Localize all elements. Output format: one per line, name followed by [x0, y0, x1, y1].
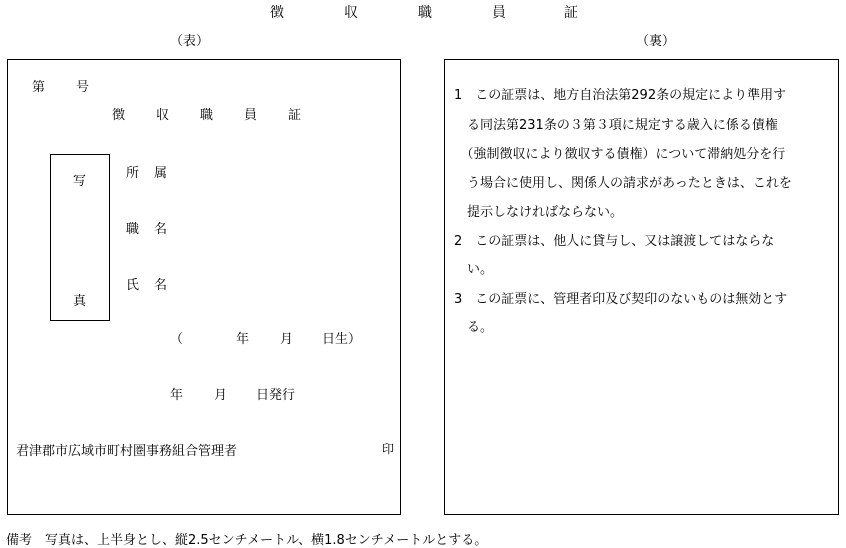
card-title-char: 徴: [112, 108, 126, 123]
footnote: 備考 写真は、上半身とし、縦2.5センチメートル、横1.8センチメートルとする。: [6, 533, 488, 548]
back-text-line: う場合に使用し、関係人の請求があったときは、これを: [454, 176, 792, 191]
card-title-char: 証: [288, 108, 302, 123]
issue-month-label: 月: [214, 388, 228, 403]
card-title-char: 職: [200, 108, 214, 123]
name-char: 氏: [126, 278, 140, 293]
issue-day-label: 日発行: [256, 388, 296, 403]
back-text-line: る。: [454, 320, 494, 335]
back-text-line: る同法第231条の３第３項に規定する歳入に係る債権: [454, 118, 778, 133]
name-char: 名: [154, 278, 168, 293]
title-char: 収: [344, 5, 358, 21]
back-text-line: 3 この証票に、管理者印及び契印のないものは無効とす: [454, 292, 788, 307]
position-char: 名: [154, 222, 168, 237]
seal-mark: 印: [382, 442, 395, 456]
title-char: 徴: [270, 5, 284, 21]
title-char: 職: [418, 5, 432, 21]
title-char: 員: [492, 5, 506, 21]
number-prefix: 第: [32, 80, 46, 95]
card-title-char: 収: [156, 108, 170, 123]
photo-label-bottom: 真: [73, 294, 87, 309]
title-char: 証: [564, 5, 578, 21]
back-text-line: 2 この証票は、他人に貸与し、又は譲渡してはならな: [454, 234, 775, 249]
birth-month-label: 月: [280, 332, 294, 347]
birth-year-label: 年: [236, 332, 250, 347]
back-text-line: （強制徴収により徴収する債権）について滞納処分を行: [454, 147, 786, 162]
position-char: 職: [126, 222, 140, 237]
number-suffix: 号: [76, 80, 90, 95]
front-label: （表）: [170, 34, 210, 49]
birth-open-paren: （: [170, 332, 184, 347]
back-label: （裏）: [636, 34, 676, 49]
card-title-char: 員: [244, 108, 258, 123]
issue-year-label: 年: [170, 388, 184, 403]
photo-label-top: 写: [73, 174, 87, 189]
affiliation-char: 属: [154, 166, 168, 181]
back-text-line: い。: [454, 262, 494, 277]
back-text-line: 1 この証票は、地方自治法第292条の規定により準用す: [454, 88, 787, 103]
issuer-line: 君津郡市広域市町村圏事務組合管理者: [16, 444, 238, 459]
birth-day-label: 日生）: [322, 332, 362, 347]
back-text-line: 提示しなければならない。: [454, 205, 624, 220]
affiliation-char: 所: [126, 166, 140, 181]
